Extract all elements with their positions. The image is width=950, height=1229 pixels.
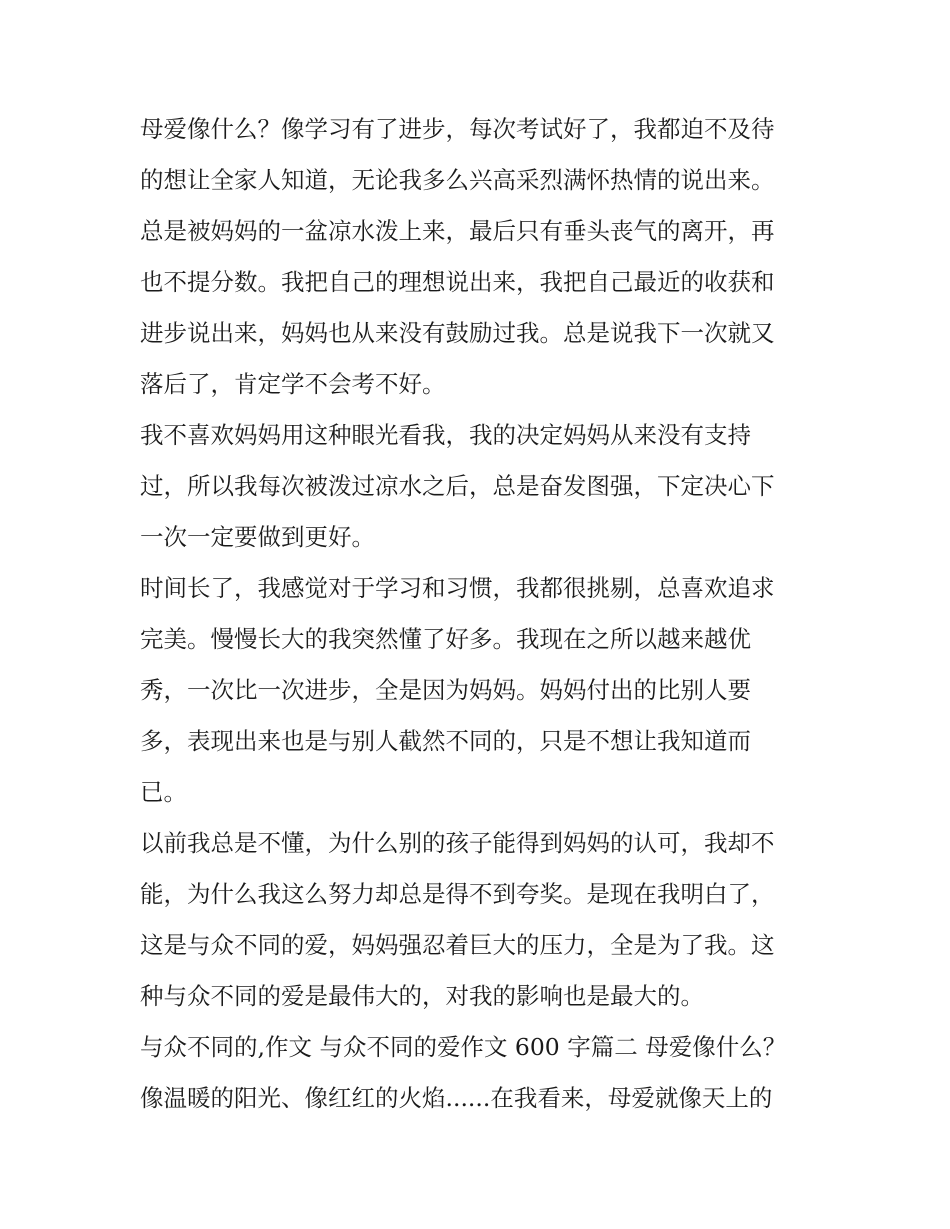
text-line: 能，为什么我这么努力却总是得不到夸奖。是现在我明白了， (140, 880, 775, 908)
text-line: 也不提分数。我把自己的理想说出来，我把自己最近的收获和 (140, 268, 775, 296)
text-line: 落后了，肯定学不会考不好。 (140, 370, 446, 398)
document-body (140, 104, 816, 1124)
text-line: 进步说出来，妈妈也从来没有鼓励过我。总是说我下一次就又 (140, 319, 775, 347)
text-line: 与众不同的,作文 与众不同的爱作文 600 字篇二 母爱像什么？ (140, 1033, 787, 1061)
text-line: 母爱像什么？像学习有了进步，每次考试好了，我都迫不及待 (140, 115, 775, 143)
text-line: 以前我总是不懂，为什么别的孩子能得到妈妈的认可，我却不 (140, 829, 775, 857)
text-line: 已。 (140, 778, 187, 806)
text-line: 过，所以我每次被泼过凉水之后，总是奋发图强，下定决心下 (140, 472, 775, 500)
text-line: 的想让全家人知道，无论我多么兴高采烈满怀热情的说出来。 (140, 166, 775, 194)
text-line: 总是被妈妈的一盆凉水泼上来，最后只有垂头丧气的离开，再 (140, 217, 775, 245)
text-line: 像温暖的阳光、像红红的火焰......在我看来，母爱就像天上的 (140, 1084, 773, 1112)
text-line: 秀，一次比一次进步，全是因为妈妈。妈妈付出的比别人要 (140, 676, 751, 704)
text-line: 我不喜欢妈妈用这种眼光看我，我的决定妈妈从来没有支持 (140, 421, 751, 449)
text-line: 这是与众不同的爱，妈妈强忍着巨大的压力，全是为了我。这 (140, 931, 775, 959)
text-line: 时间长了，我感觉对于学习和习惯，我都很挑剔，总喜欢追求 (140, 574, 775, 602)
text-line: 一次一定要做到更好。 (140, 523, 375, 551)
text-line: 多，表现出来也是与别人截然不同的，只是不想让我知道而 (140, 727, 751, 755)
text-line: 完美。慢慢长大的我突然懂了好多。我现在之所以越来越优 (140, 625, 751, 653)
text-line: 种与众不同的爱是最伟大的，对我的影响也是最大的。 (140, 982, 704, 1010)
